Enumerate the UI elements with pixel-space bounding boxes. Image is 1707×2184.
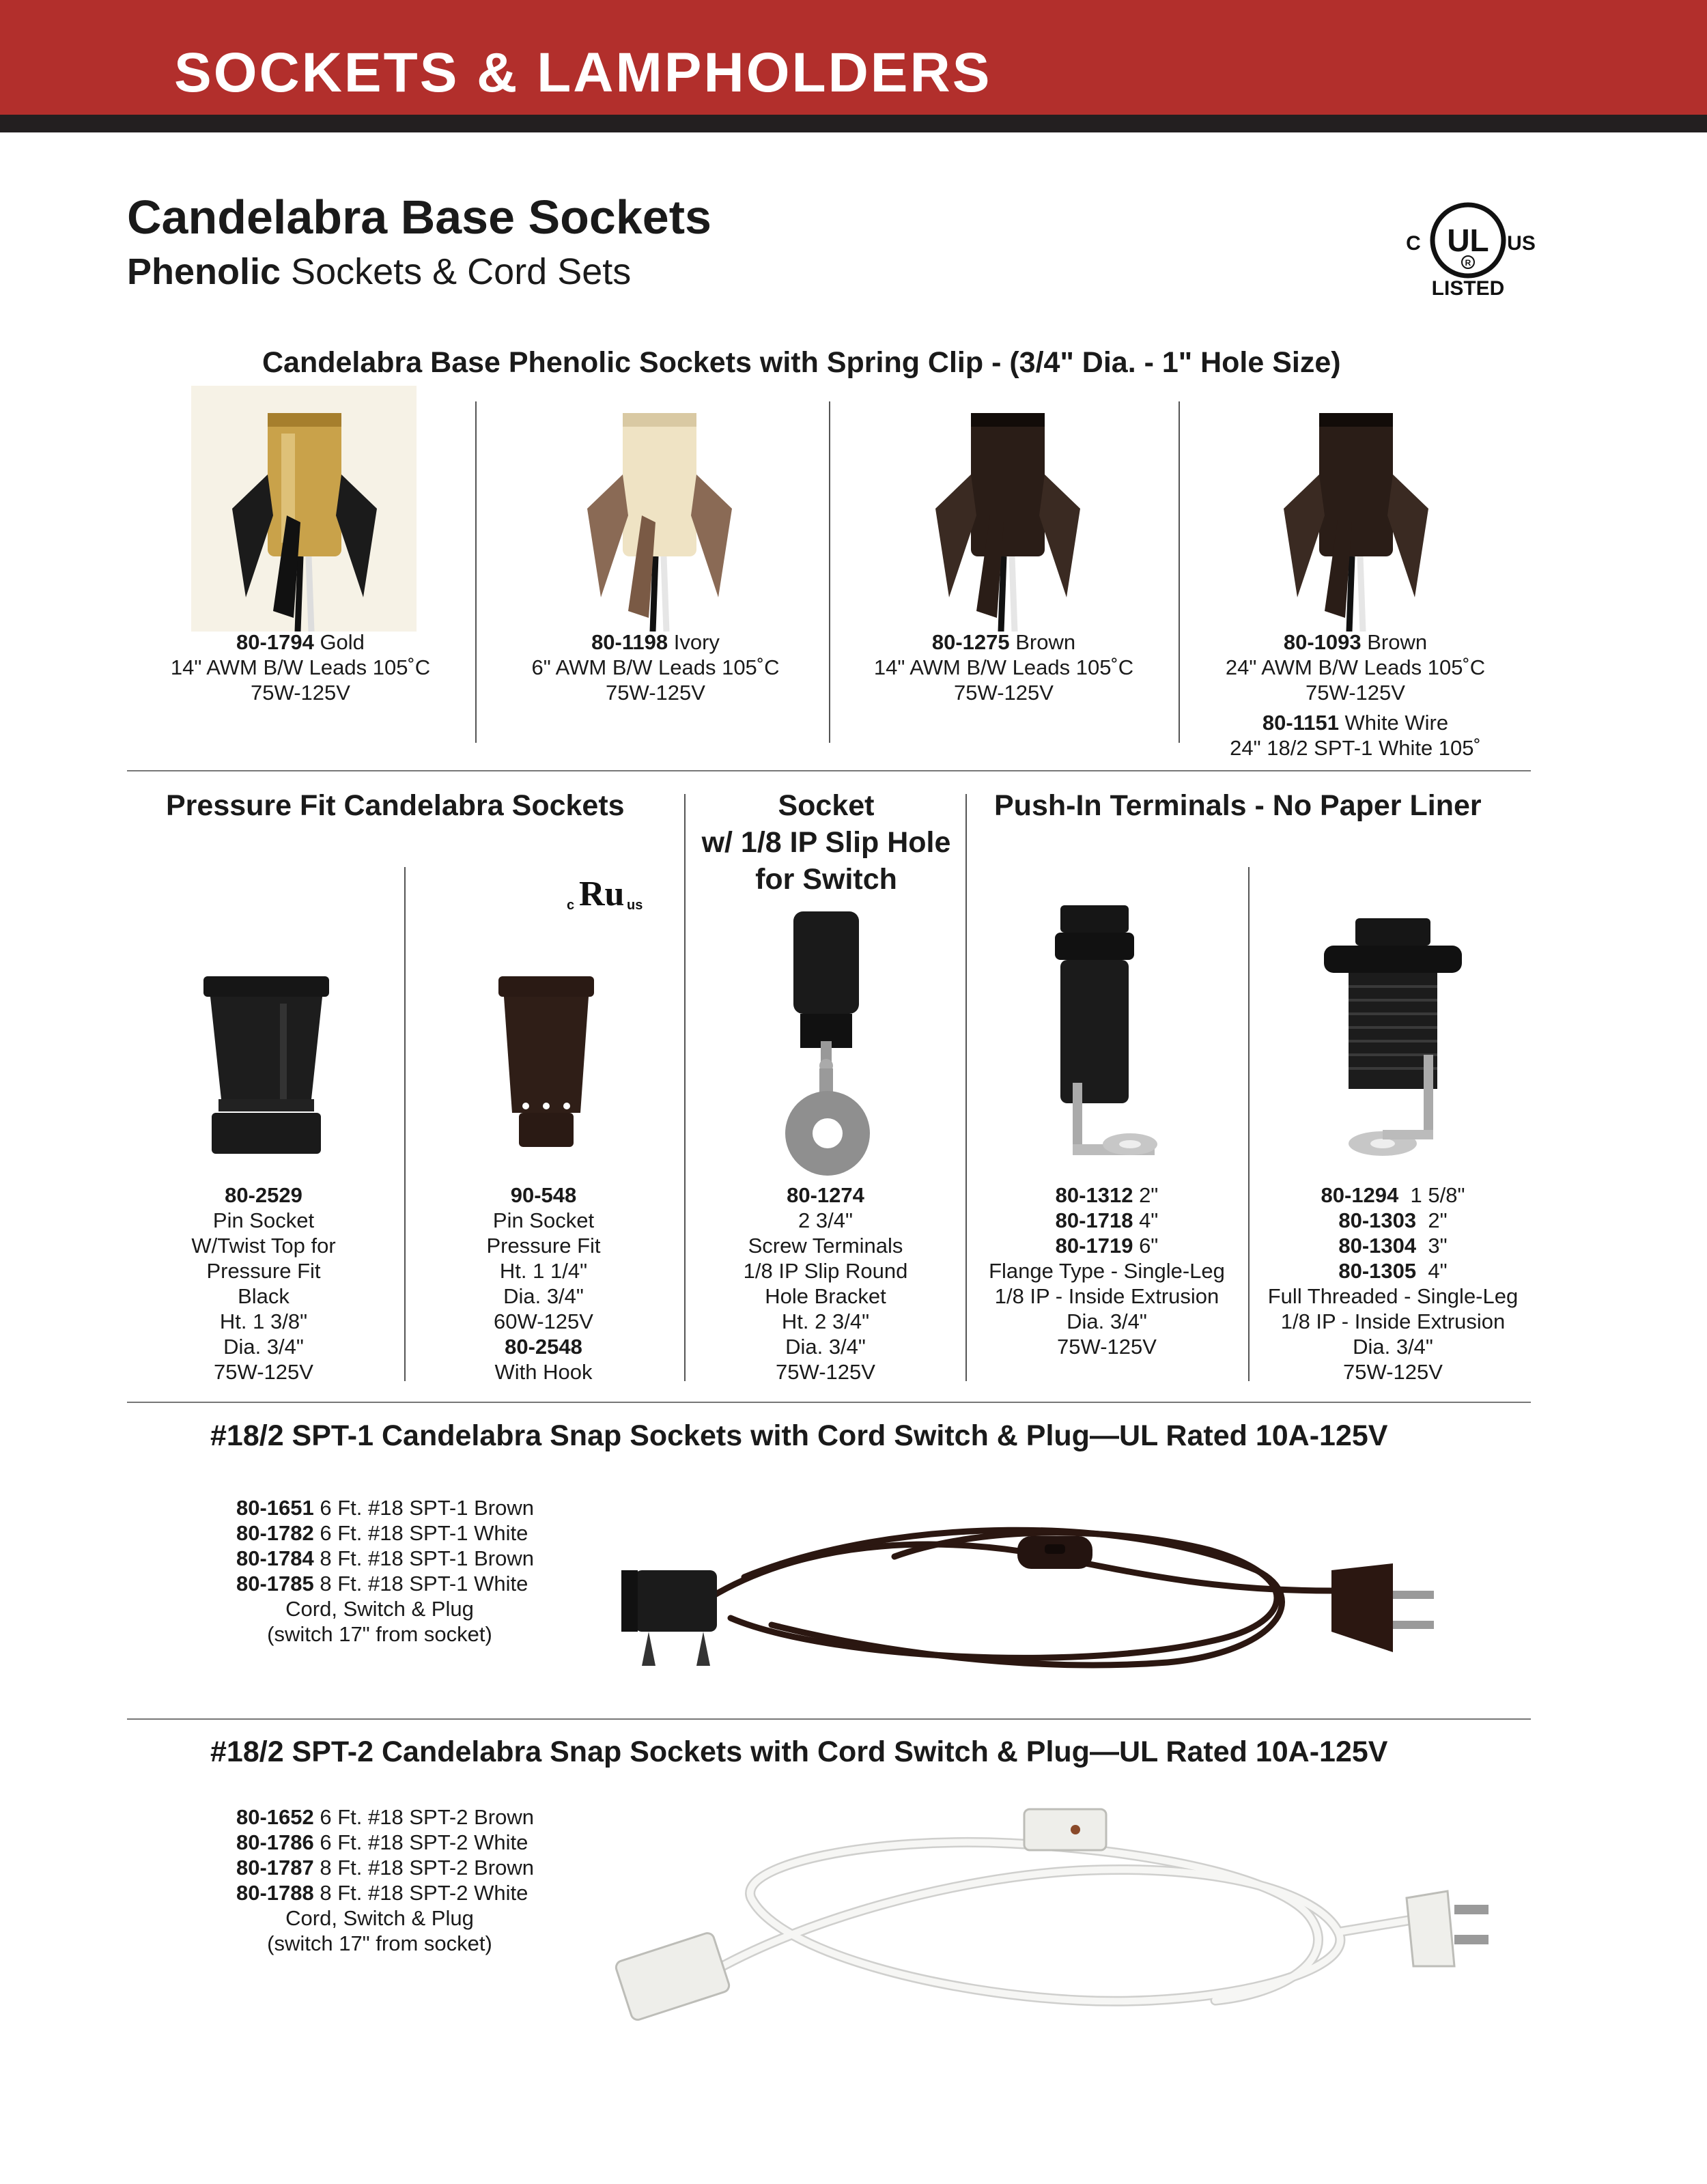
product-sku: 80-1305 xyxy=(1338,1259,1417,1283)
product-spec: 75W-125V xyxy=(251,681,350,705)
product-sku: 90-548 xyxy=(510,1183,577,1207)
item-desc: 6 Ft. #18 SPT-1 White xyxy=(313,1521,528,1545)
product-spec: Hole Bracket xyxy=(765,1284,886,1308)
product-spec: Dia. 3/4" xyxy=(223,1335,304,1359)
product-spec: Dia. 3/4" xyxy=(503,1284,584,1308)
section-divider xyxy=(127,1718,1531,1720)
product-spec: 75W-125V xyxy=(1306,681,1405,705)
product-spec: Ht. 1 1/4" xyxy=(499,1259,588,1283)
product-spec: Dia. 3/4" xyxy=(1353,1335,1433,1359)
product-sku: 80-1312 xyxy=(1055,1183,1133,1207)
note-line: (switch 17" from socket) xyxy=(267,1622,492,1646)
ul-logo-c: C xyxy=(1406,232,1421,255)
divider xyxy=(965,794,967,1381)
product-spec: 2 3/4" xyxy=(798,1208,853,1232)
product-sku: 80-2548 xyxy=(505,1335,582,1359)
product-caption xyxy=(123,629,478,705)
pin-socket-pressure-image xyxy=(478,969,615,1167)
threaded-socket-image xyxy=(1314,911,1478,1171)
heading-line: w/ 1/8 IP Slip Hole xyxy=(701,826,951,859)
slip-hole-socket-image xyxy=(772,905,894,1185)
socket-image-brown-1275 xyxy=(894,386,1120,632)
note-line: Cord, Switch & Plug xyxy=(285,1597,474,1621)
page-header-title: SOCKETS & LAMPHOLDERS xyxy=(174,42,992,104)
product-sku: 80-2529 xyxy=(225,1183,302,1207)
product-spec: Flange Type - Single-Leg xyxy=(989,1259,1225,1283)
product-caption xyxy=(968,1182,1245,1359)
product-spec: 75W-125V xyxy=(214,1360,313,1384)
product-color: Gold xyxy=(313,630,365,654)
product-sku: 80-1786 xyxy=(236,1830,314,1854)
product-spec: Dia. 3/4" xyxy=(785,1335,866,1359)
pin-socket-twist-image xyxy=(191,969,341,1167)
product-spec: Full Threaded - Single-Leg xyxy=(1267,1284,1519,1308)
note-line: (switch 17" from socket) xyxy=(267,1931,492,1955)
product-spec: 75W-125V xyxy=(606,681,705,705)
spt2-item-list xyxy=(236,1804,591,1956)
flange-socket-image xyxy=(1028,898,1185,1172)
socket-image-gold xyxy=(191,386,417,632)
product-spec: With Hook xyxy=(494,1360,593,1384)
heading-line: Socket xyxy=(778,789,875,822)
product-sku: 80-1093 xyxy=(1283,630,1362,654)
product-caption xyxy=(127,1182,400,1385)
product-sku: 80-1784 xyxy=(236,1546,314,1570)
product-sku: 80-1788 xyxy=(236,1881,314,1905)
spt2-heading: #18/2 SPT-2 Candelabra Snap Sockets with Cord Switch & Plug—UL Rated 10A-125V xyxy=(210,1735,1388,1768)
item-desc: 6 Ft. #18 SPT-2 White xyxy=(313,1830,528,1854)
note-line: Cord, Switch & Plug xyxy=(285,1906,474,1930)
product-caption xyxy=(407,1182,680,1385)
product-sku: 80-1304 xyxy=(1338,1234,1417,1258)
product-size: 4" xyxy=(1133,1208,1159,1232)
product-sku: 80-1787 xyxy=(236,1856,314,1880)
product-sku: 80-1782 xyxy=(236,1521,314,1545)
product-sku: 80-1274 xyxy=(787,1183,864,1207)
section-title: Candelabra Base Sockets xyxy=(127,190,711,244)
ur-recognized-logo xyxy=(565,874,647,915)
ul-logo-r: R xyxy=(1465,258,1471,268)
product-size: 3" xyxy=(1416,1234,1448,1258)
product-sku: 80-1303 xyxy=(1338,1208,1417,1232)
product-spec: Screw Terminals xyxy=(748,1234,903,1258)
product-sku: 80-1275 xyxy=(931,630,1010,654)
product-spec: 1/8 IP Slip Round xyxy=(743,1259,908,1283)
product-spec: 6" AWM B/W Leads 105˚C xyxy=(531,655,780,679)
divider xyxy=(404,867,406,1381)
product-spec: 14" AWM B/W Leads 105˚C xyxy=(873,655,1134,679)
product-caption xyxy=(687,1182,964,1385)
socket-image-ivory xyxy=(546,386,772,632)
list-item xyxy=(236,1880,591,1905)
product-size: 1 5/8" xyxy=(1398,1183,1465,1207)
product-caption xyxy=(1250,1182,1536,1385)
product-sku: 80-1719 xyxy=(1055,1234,1133,1258)
ur-logo-us: us xyxy=(627,898,643,913)
ul-logo-us: US xyxy=(1507,232,1536,255)
ul-logo-ul: UL xyxy=(1447,223,1489,258)
section-subtitle xyxy=(127,250,631,294)
subtitle-bold: Phenolic xyxy=(127,251,281,292)
product-spec: Pressure Fit xyxy=(206,1259,321,1283)
spt1-heading: #18/2 SPT-1 Candelabra Snap Sockets with Cord Switch & Plug—UL Rated 10A-125V xyxy=(210,1419,1388,1452)
heading-line: for Switch xyxy=(755,863,897,896)
ul-listed-logo xyxy=(1400,198,1536,300)
product-sku: 80-1294 xyxy=(1321,1183,1399,1207)
product-size: 6" xyxy=(1133,1234,1159,1258)
item-desc: 8 Ft. #18 SPT-1 Brown xyxy=(313,1546,534,1570)
list-item xyxy=(236,1520,591,1546)
product-size: 4" xyxy=(1416,1259,1448,1283)
item-desc: 6 Ft. #18 SPT-1 Brown xyxy=(313,1496,534,1520)
product-spec: 24" 18/2 SPT-1 White 105˚ xyxy=(1230,736,1481,760)
product-sku: 80-1718 xyxy=(1055,1208,1133,1232)
spt2-cord-image xyxy=(601,1796,1516,2041)
product-spec: 75W-125V xyxy=(776,1360,875,1384)
product-sku: 80-1652 xyxy=(236,1805,314,1829)
product-sku: 80-1151 xyxy=(1262,711,1339,735)
socket-image-brown-1093 xyxy=(1243,386,1468,632)
header-rule xyxy=(0,115,1707,132)
subtitle-rest: Sockets & Cord Sets xyxy=(281,251,632,292)
product-spec: Pressure Fit xyxy=(486,1234,601,1258)
list-item xyxy=(236,1855,591,1880)
section-divider xyxy=(127,770,1531,771)
product-spec: Pin Socket xyxy=(212,1208,315,1232)
pressure-fit-heading: Pressure Fit Candelabra Sockets xyxy=(166,789,625,822)
product-size: 2" xyxy=(1416,1208,1448,1232)
product-spec: Pin Socket xyxy=(492,1208,595,1232)
product-spec: 1/8 IP - Inside Extrusion xyxy=(1280,1309,1506,1333)
product-spec: 75W-125V xyxy=(954,681,1054,705)
spt1-cord-image xyxy=(608,1495,1523,1686)
list-item xyxy=(236,1804,591,1830)
product-caption xyxy=(826,629,1181,705)
product-spec: 75W-125V xyxy=(1343,1360,1443,1384)
item-desc: 8 Ft. #18 SPT-1 White xyxy=(313,1572,528,1596)
product-size: 2" xyxy=(1133,1183,1159,1207)
product-color: Brown xyxy=(1009,630,1076,654)
product-spec: 24" AWM B/W Leads 105˚C xyxy=(1225,655,1486,679)
product-spec: 60W-125V xyxy=(494,1309,593,1333)
product-spec: 1/8 IP - Inside Extrusion xyxy=(994,1284,1219,1308)
slip-hole-heading xyxy=(684,787,968,898)
list-item xyxy=(236,1571,591,1596)
item-desc: 6 Ft. #18 SPT-2 Brown xyxy=(313,1805,534,1829)
ul-logo-listed: LISTED xyxy=(1431,277,1505,300)
product-caption xyxy=(478,629,833,705)
product-sku: 80-1198 xyxy=(591,630,668,654)
product-color: Brown xyxy=(1361,630,1428,654)
product-color: White Wire xyxy=(1338,711,1449,735)
spt1-item-list xyxy=(236,1495,591,1647)
ur-logo-ru: Ru xyxy=(579,875,625,913)
product-spec: W/Twist Top for xyxy=(191,1234,336,1258)
product-spec: Dia. 3/4" xyxy=(1067,1309,1147,1333)
product-spec: Ht. 1 3/8" xyxy=(219,1309,308,1333)
list-item xyxy=(236,1546,591,1571)
product-spec: 75W-125V xyxy=(1057,1335,1157,1359)
product-spec: Ht. 2 3/4" xyxy=(781,1309,870,1333)
push-in-heading: Push-In Terminals - No Paper Liner xyxy=(994,789,1482,822)
product-caption xyxy=(1178,629,1533,761)
item-desc: 8 Ft. #18 SPT-2 White xyxy=(313,1881,528,1905)
list-item xyxy=(236,1830,591,1855)
product-sku: 80-1651 xyxy=(236,1496,314,1520)
product-spec: 14" AWM B/W Leads 105˚C xyxy=(170,655,431,679)
spring-clip-heading: Candelabra Base Phenolic Sockets with Spring Clip - (3/4" Dia. - 1" Hole Size) xyxy=(262,346,1341,379)
ur-logo-c: c xyxy=(567,898,575,913)
list-item xyxy=(236,1495,591,1520)
product-spec: Black xyxy=(238,1284,290,1308)
item-desc: 8 Ft. #18 SPT-2 Brown xyxy=(313,1856,534,1880)
product-sku: 80-1785 xyxy=(236,1572,314,1596)
product-sku: 80-1794 xyxy=(236,630,314,654)
divider xyxy=(684,794,686,1381)
product-color: Ivory xyxy=(668,630,720,654)
section-divider xyxy=(127,1402,1531,1403)
